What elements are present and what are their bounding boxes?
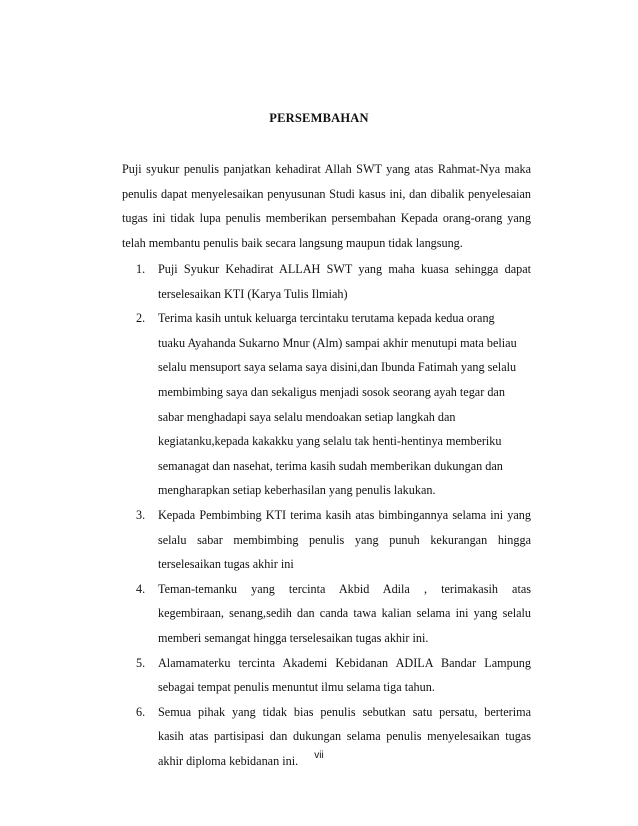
list-item-line: tuaku Ayahanda Sukarno Mnur (Alm) sampai akhir menutupi mata beliau [158,335,517,350]
list-item-line: kasih atas partisipasi dan dukungan selama penulis menyelesaikan tugas [158,729,531,744]
list-item-line: Teman-temanku yang tercinta Akbid Adila , terimakasih atas [158,581,531,596]
list-item [122,651,531,700]
intro-paragraph [122,157,531,255]
list-item-line: selalu sabar membimbing penulis yang punuh kekurangan hingga [158,532,531,547]
page-number: vii [314,750,324,761]
list-item-line: mengharapkan setiap keberhasilan yang penulis lakukan. [158,483,436,498]
list-item-number: 4. [136,581,146,596]
list-item-number: 2. [136,311,146,326]
intro-line: Puji syukur penulis panjatkan kehadirat Allah SWT yang atas Rahmat-Nya maka [122,162,531,176]
list-item-line: kegembiraan, senang,sedih dan canda tawa kalian selama ini yang selalu [158,606,531,621]
list-item [122,306,531,503]
list-item-line: kegiatanku,kepada kakakku yang selalu tak henti-hentinya memberiku [158,434,502,449]
intro-line: penulis dapat menyelesaikan penyusunan Studi kasus ini, dan dibalik penyelesaian [122,186,531,201]
list-item-number: 6. [136,704,146,719]
list-item-line: semanagat dan nasehat, terima kasih sudah memberikan dukungan dan [158,458,503,473]
list-item-line: Alamamaterku tercinta Akademi Kebidanan ADILA Bandar Lampung [158,655,531,670]
list-item-number: 5. [136,655,146,670]
list-item-line: memberi semangat hingga terselesaikan tugas akhir ini. [158,630,429,645]
list-item-line: Puji Syukur Kehadirat ALLAH SWT yang maha kuasa sehingga dapat [158,262,531,276]
list-item-line: sebagai tempat penulis menuntut ilmu selama tiga tahun. [158,680,435,695]
intro-line: telah membantu penulis baik secara langsung maupun tidak langsung. [122,235,463,250]
intro-line: tugas ini tidak lupa penulis memberikan persembahan Kepada orang-orang yang [122,211,531,226]
list-item [122,700,531,774]
list-item-line: Terima kasih untuk keluarga tercintaku terutama kepada kedua orang [158,311,495,326]
page-title: PERSEMBAHAN [269,111,369,125]
dedication-list [122,257,531,773]
list-item [122,257,531,306]
list-item-line: akhir diploma kebidanan ini. [158,753,299,768]
list-item [122,577,531,651]
list-item-number: 3. [136,507,146,522]
list-item-line: selalu mensuport saya selama saya disini,dan Ibunda Fatimah yang selalu [158,360,517,375]
list-item-line: Kepada Pembimbing KTI terima kasih atas bimbingannya selama ini yang [158,507,531,522]
list-item-line: terselesaikan tugas akhir ini [158,557,294,572]
list-item-line: sabar menghadapi saya selalu mendoakan setiap langkah dan [158,409,456,424]
list-item-line: terselesaikan KTI (Karya Tulis Ilmiah) [158,286,348,301]
list-item-line: membimbing saya dan sekaligus menjadi sosok seorang ayah tegar dan [158,384,505,399]
list-item-number: 1. [136,262,146,276]
list-item [122,503,531,577]
list-item-line: Semua pihak yang tidak bias penulis sebutkan satu persatu, berterima [158,704,531,719]
